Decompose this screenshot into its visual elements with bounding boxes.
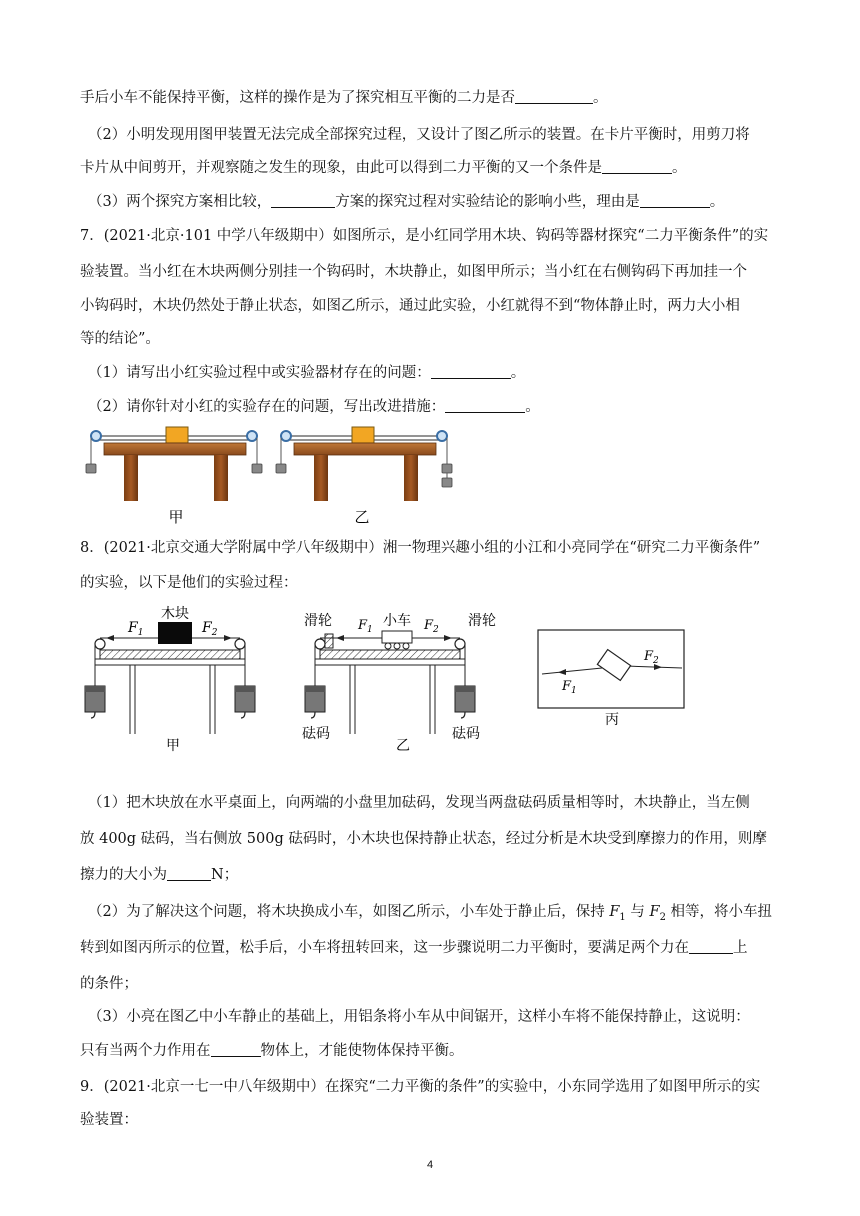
force-label-f1: $F_1$: [358, 618, 373, 635]
answer-blank[interactable]: [515, 89, 593, 104]
text-line: 的实验，以下是他们的实验过程：: [80, 575, 298, 591]
figure-label-c: 丙: [605, 712, 619, 728]
force-label-f2: $F_2$: [424, 618, 439, 635]
answer-blank[interactable]: [640, 193, 710, 208]
question-7-text: 7．(2021·北京·101 中学八年级期中）如图所示，是小红同学用木块、钩码等器材探究“二力平衡条件”的实: [80, 228, 769, 244]
text-line: 小钩码时，木块仍然处于静止状态，如图乙所示，通过此实验，小红就得不到“物体静止时，两力大小相: [80, 298, 740, 314]
answer-blank[interactable]: [167, 866, 211, 881]
weight-label-right: 砝码: [452, 726, 480, 742]
wood-block: [166, 427, 188, 443]
cart: [382, 631, 412, 643]
text-line: 放 400g 砝码，当右侧放 500g 砝码时，小木块也保持静止状态，经过分析是木块受到摩擦力的作用，则摩: [80, 831, 767, 847]
text-line: （1）把木块放在水平桌面上，向两端的小盘里加砝码，发现当两盘砝码质量相等时，木块静止，当左侧: [88, 795, 750, 811]
text-line: 手后小车不能保持平衡，这样的操作是为了探究相互平衡的二力是否 。: [80, 90, 608, 106]
text-line: 的条件；: [80, 976, 138, 992]
wood-block: [352, 427, 374, 443]
text-line: （2）请你针对小红的实验存在的问题，写出改进措施： 。: [88, 399, 540, 415]
text-line: （2）小明发现用图甲装置无法完成全部探究过程，又设计了图乙所示的装置。在卡片平衡时，用剪刀将: [88, 127, 750, 143]
figure-label-a: 甲: [168, 508, 184, 525]
pulley: [91, 431, 101, 441]
pulley-label-right: 滑轮: [468, 613, 496, 629]
text-line: 验装置：: [80, 1112, 138, 1128]
force-label-f1: $F_1$: [562, 679, 577, 696]
panel-c: [538, 630, 684, 728]
hook-weight: [86, 464, 96, 473]
force-label-f1: $F_1$: [128, 620, 144, 638]
pulley: [315, 639, 325, 649]
hook-weight-small: [442, 478, 452, 487]
pulley: [281, 431, 291, 441]
weight-label-left: 砝码: [302, 726, 330, 742]
text-line: （1）请写出小红实验过程中或实验器材存在的问题： 。: [88, 365, 526, 381]
text-line: 转到如图丙所示的位置，松手后，小车将扭转回来，这一步骤说明二力平衡时，要满足两个力在 上: [80, 940, 748, 956]
text-line: 擦力的大小为 N；: [80, 867, 239, 883]
figure-q7: [82, 420, 462, 525]
answer-blank[interactable]: [271, 193, 335, 208]
answer-blank[interactable]: [445, 398, 525, 413]
table-b: [276, 427, 452, 525]
text-line: （3）两个探究方案相比较， 方案的探究过程对实验结论的影响小些，理由是 。: [88, 194, 725, 210]
force-label-f2: $F_2$: [202, 620, 218, 638]
text-line: 验装置。当小红在木块两侧分别挂一个钩码时，木块静止，如图甲所示；当小红在右侧钩码下再加挂一个: [80, 264, 747, 280]
figure-label-a: 甲: [166, 738, 180, 754]
answer-blank[interactable]: [602, 159, 672, 174]
table-a: [86, 427, 262, 525]
text-line: （3）小亮在图乙中小车静止的基础上，用铝条将小车从中间锯开，这样小车将不能保持静止，这说明：: [88, 1009, 750, 1025]
pulley: [247, 431, 257, 441]
question-8-text: 8．(2021·北京交通大学附属中学八年级期中）湘一物理兴趣小组的小江和小亮同学在“研究二力平衡条件”: [80, 540, 761, 556]
pulley: [455, 639, 465, 649]
question-9-text: 9．(2021·北京一七一中八年级期中）在探究“二力平衡的条件”的实验中，小东同学选用了如图甲所示的实: [80, 1079, 761, 1095]
hook-weight: [442, 464, 452, 473]
force-label-f2: $F_2$: [644, 649, 659, 666]
hook-weight: [252, 464, 262, 473]
text-line: （2）为了解决这个问题，将木块换成小车，如图乙所示，小车处于静止后，保持 $F_1$ 与 $F_2$ 相等，将小车扭: [88, 904, 773, 923]
text-line: 等的结论”。: [80, 331, 160, 347]
text-line: 只有当两个力作用在 物体上，才能使物体保持平衡。: [80, 1043, 464, 1059]
pulley-label-left: 滑轮: [304, 613, 332, 629]
cart-label: 小车: [383, 613, 411, 629]
pulley: [437, 431, 447, 441]
panel-a: [85, 605, 255, 754]
figure-label-b: 乙: [354, 508, 370, 525]
page-number: 4: [426, 1159, 434, 1171]
hook-weight: [276, 464, 286, 473]
answer-blank[interactable]: [689, 939, 733, 954]
figure-label-b: 乙: [396, 738, 410, 754]
figure-q8: [80, 598, 720, 760]
wood-block: [158, 622, 192, 644]
pulley: [235, 639, 245, 649]
pulley: [95, 639, 105, 649]
panel-b: [302, 613, 496, 754]
answer-blank[interactable]: [431, 364, 511, 379]
answer-blank[interactable]: [211, 1042, 261, 1057]
block-label: 木块: [161, 606, 189, 622]
text-line: 卡片从中间剪开，并观察随之发生的现象，由此可以得到二力平衡的又一个条件是 。: [80, 160, 687, 176]
